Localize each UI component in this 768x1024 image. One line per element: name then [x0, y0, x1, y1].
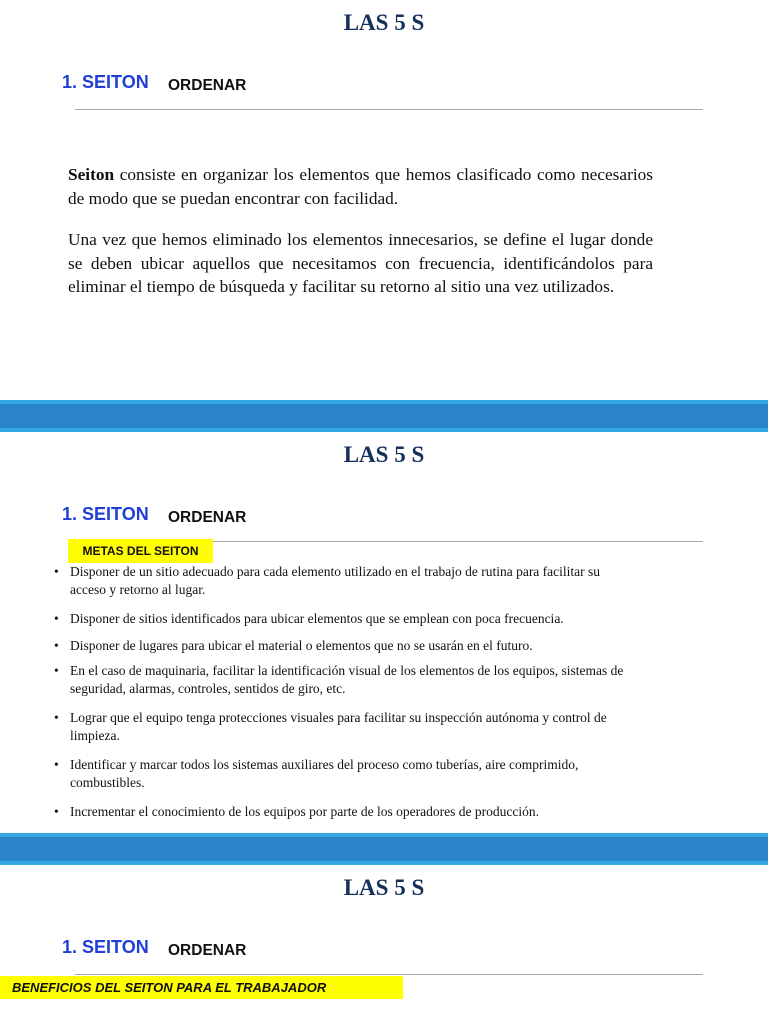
list-item [52, 563, 632, 598]
list-item-text: Incrementar el conocimiento de los equipos por parte de los operadores de producción. [70, 804, 539, 819]
bullet-icon: • [54, 710, 59, 725]
divider-line [75, 974, 703, 975]
section-heading: 1. SEITON [62, 72, 149, 92]
list-item [52, 637, 632, 655]
goals-list [52, 563, 632, 821]
section-heading: 1. SEITON [62, 937, 149, 957]
slide-seiton-intro [0, 0, 768, 400]
section-subheading: ORDENAR [168, 942, 247, 959]
list-item [52, 803, 632, 821]
bullet-icon: • [54, 757, 59, 772]
list-item [52, 709, 632, 744]
list-item [52, 756, 632, 791]
list-item [52, 610, 632, 628]
section-subheading: ORDENAR [168, 77, 247, 94]
slide-separator-band [0, 833, 768, 865]
list-item [52, 662, 632, 697]
list-item-text: Disponer de lugares para ubicar el material o elementos que no se usarán en el futuro. [70, 637, 533, 653]
list-item-text: Identificar y marcar todos los sistemas auxiliares del proceso como tuberías, aire comprimido, combustibles. [70, 757, 579, 790]
list-item-text: Lograr que el equipo tenga protecciones visuales para facilitar su inspección autónoma y control de limpieza. [70, 710, 607, 743]
seiton-term: Seiton [68, 165, 115, 184]
slide-title: LAS 5 S [343, 442, 425, 467]
list-item-text: Disponer de un sitio adecuado para cada elemento utilizado en el trabajo de rutina para facilitar su acceso y retorno al lugar. [70, 564, 601, 597]
section-heading: 1. SEITON [62, 504, 149, 524]
definition-text: consiste en organizar los elementos que hemos clasificado como necesarios de modo que se puedan encontrar con facilidad. [68, 165, 653, 208]
list-item-text: En el caso de maquinaria, facilitar la identificación visual de los elementos de los equipos, sistemas de seguridad, alarmas, controles, sentidos de giro, etc. [70, 663, 624, 696]
bullet-icon: • [54, 663, 59, 678]
divider-line [75, 109, 703, 110]
slide-seiton-benefits [0, 865, 768, 1024]
slide-title: LAS 5 S [343, 875, 425, 900]
slide-title: LAS 5 S [343, 10, 425, 35]
section-subheading: ORDENAR [168, 509, 247, 526]
explanation-paragraph: Una vez que hemos eliminado los elementos innecesarios, se define el lugar donde se deben ubicar aquellos que necesitamos con frecuencia, identificándolos para eliminar el tiempo de búsqueda y facilitar su retorno al sitio una vez utilizados. [68, 230, 653, 296]
definition-paragraph [68, 163, 653, 210]
list-item-text: Disponer de sitios identificados para ubicar elementos que se emplean con poca frecuencia. [70, 611, 564, 626]
bullet-icon: • [54, 564, 59, 579]
bullet-icon: • [54, 611, 59, 626]
slide-seiton-goals [0, 432, 768, 833]
goals-highlight-tag: METAS DEL SEITON [68, 539, 213, 563]
band-edge [0, 833, 768, 837]
bullet-icon: • [54, 637, 59, 653]
benefits-highlight-tag: BENEFICIOS DEL SEITON PARA EL TRABAJADOR [0, 976, 403, 999]
bullet-icon: • [54, 804, 59, 819]
slide-separator-band [0, 400, 768, 432]
band-edge [0, 400, 768, 404]
